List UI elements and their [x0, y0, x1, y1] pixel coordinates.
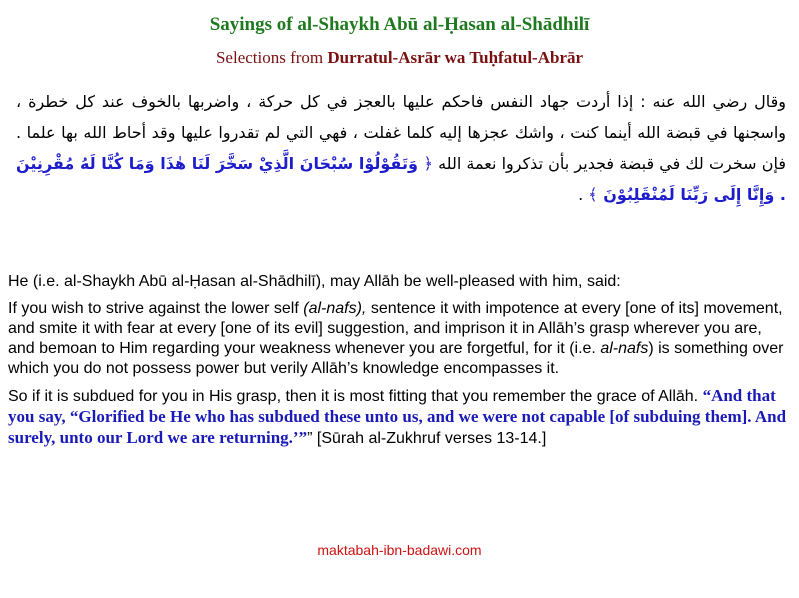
translation-paragraph-2: So if it is subdued for you in His grasp, then it is most fitting that you remember the grace of Allāh. “And that you say, “Glorified be He who has subdued these unto us, and we were not capable [of subduing them]. And surely, unto our Lord we are returning.’”” [Sūrah al-Zukhruf verses 13-14.]: [8, 386, 787, 447]
intro-paragraph: He (i.e. al-Shaykh Abū al-Ḥasan al-Shādhilī), may Allāh be well-pleased with him, said:: [8, 273, 621, 290]
term-nafs: (al-nafs),: [303, 300, 367, 317]
arabic-end: .: [578, 185, 589, 204]
page-title: Sayings of al-Shaykh Abū al-Ḥasan al-Shādhilī: [209, 14, 590, 35]
translation-paragraph-1: If you wish to strive against the lower self (al-nafs), sentence it with impotence at every [one of its] movement, and smite it with fear at every [one of its evil] suggestion, and imprison it in Allāh’s grasp wherever you are, and bemoan to Him regarding your weakness whenever you are forgetful, for it (i.e. al-nafs) is something over which you do not possess power but verily Allāh’s knowledge encompasses it.: [8, 300, 784, 377]
quran-ornament-close: ﴾: [588, 185, 598, 204]
page-subtitle: [0, 48, 799, 68]
book-title: Durratul-Asrār wa Tuḥfatul-Abrār: [327, 48, 584, 67]
arabic-saying: وقال رضي الله عنه : إذا أردت جهاد النفس فاحكم عليها بالعجز في كل حركة ، واضربها بالخوف عند كل خطرة ، واسجنها في قبضة الله أينما كنت ، واشك عجزها إليه كلما غفلت ، فهي التي لم تقدروا عليها وقد أحاط الله بها علما . فإن سخرت لك في قبضة فجدير بأن تذكروا نعمة الله: [16, 92, 786, 173]
subtitle-prefix: Selections from: [215, 48, 328, 67]
footer-site-link[interactable]: maktabah-ibn-badawi.com: [317, 542, 482, 558]
quran-ornament-open: ﴿: [423, 154, 433, 173]
quran-verse-arabic: وَتَقُوْلُوْا سُبْحَانَ الَّذِيْ سَخَّرَ لَنَا هٰذَا وَمَا كُنَّا لَهُ مُقْرِنِيْنَ . وَإِنَّا إِلَى رَبِّنَا لَمُنْقَلِبُوْنَ: [16, 154, 786, 204]
quran-verse-english: “And that you say, “Glorified be He who has subdued these unto us, and we were not capable [of subduing them]. And surely, unto our Lord we are returning.’”: [8, 386, 787, 447]
term-nafs-2: al-nafs: [600, 340, 649, 357]
arabic-text-block: [16, 86, 786, 210]
english-translation: [8, 272, 790, 456]
